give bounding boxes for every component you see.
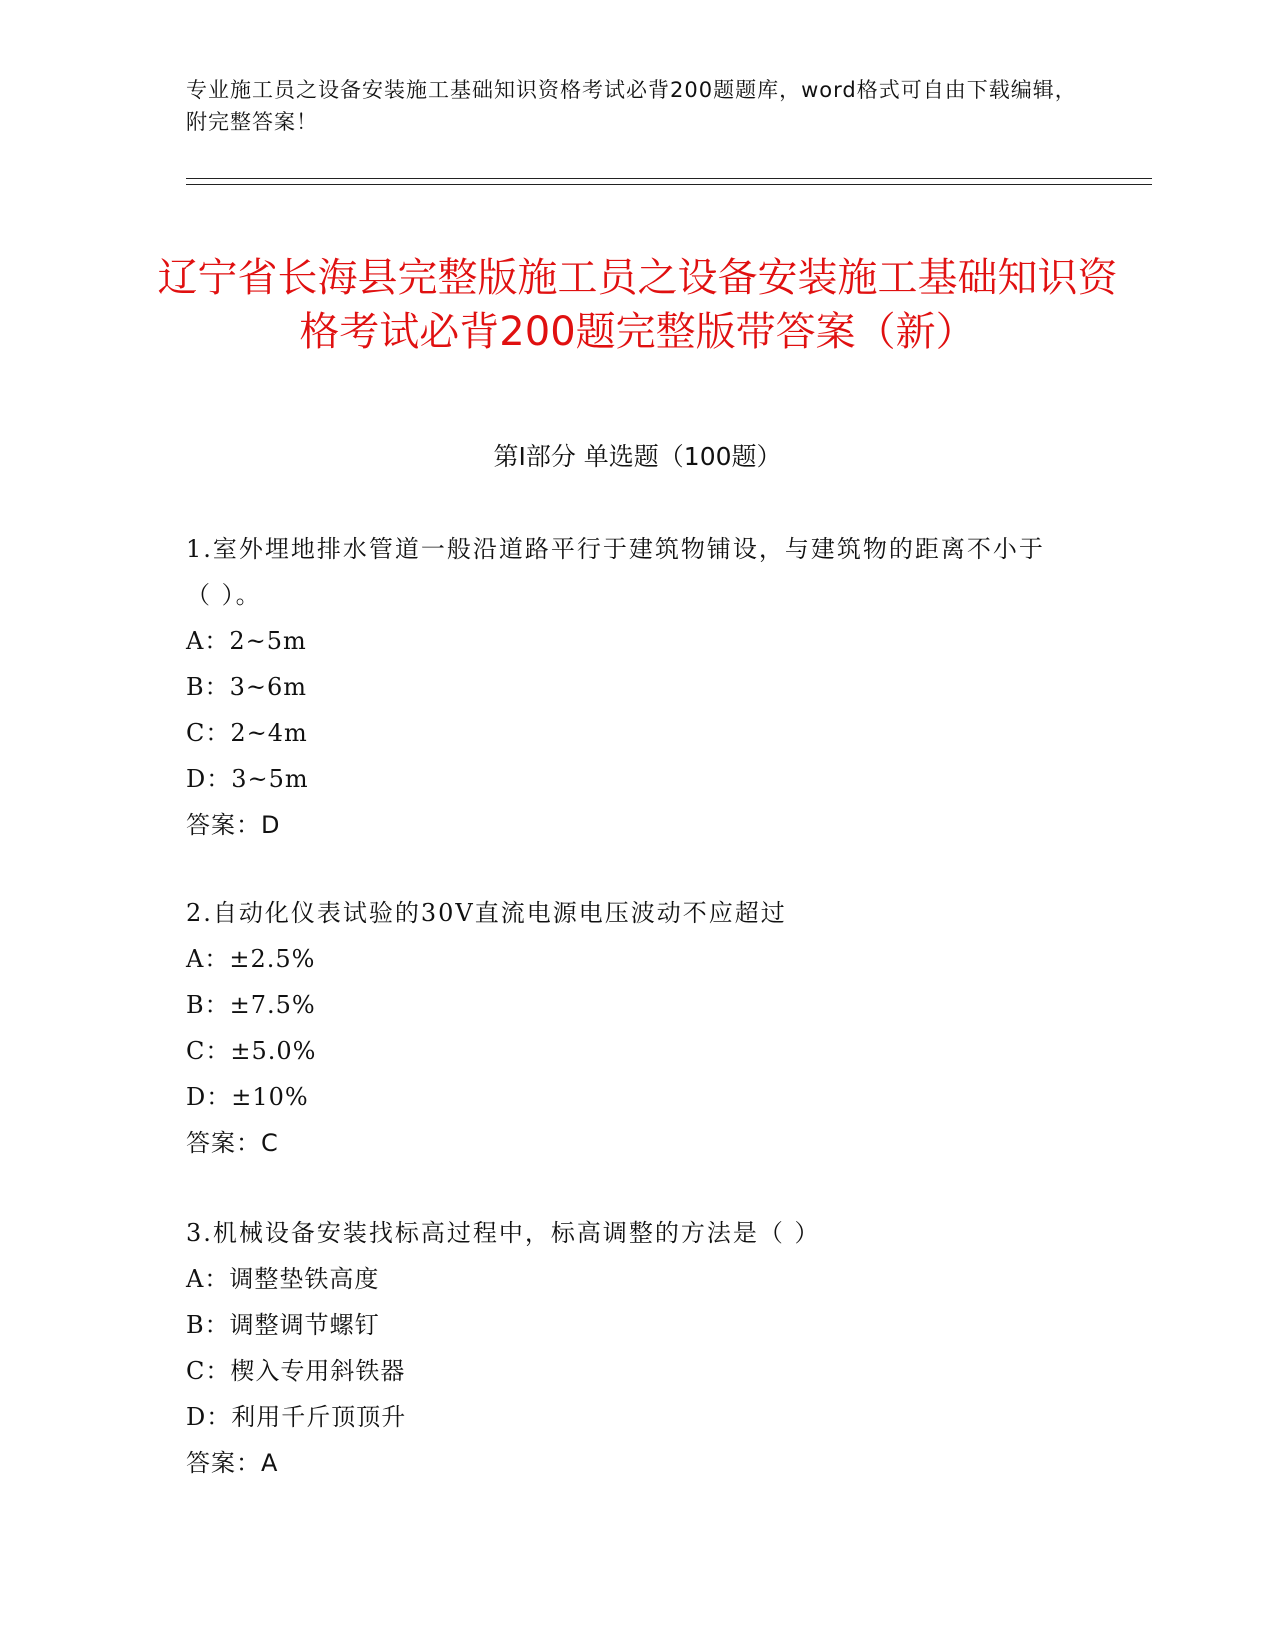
answer-line: 答案：C: [186, 1129, 279, 1157]
option-a: A：2~5m: [186, 627, 307, 655]
question-2: [186, 890, 1066, 1166]
document-title: 辽宁省长海县完整版施工员之设备安装施工基础知识资格考试必背200题完整版带答案（新）: [157, 254, 1118, 355]
header-divider-bottom: [186, 184, 1152, 185]
option-c: C：±5.0%: [186, 1037, 317, 1065]
question-stem: 1.室外埋地排水管道一般沿道路平行于建筑物铺设，与建筑物的距离不小于（ ）。: [186, 535, 1045, 609]
option-a: A：调整垫铁高度: [186, 1265, 380, 1293]
option-a: A：±2.5%: [186, 945, 316, 973]
option-d: D：3~5m: [186, 765, 309, 793]
answer-line: 答案：A: [186, 1449, 279, 1477]
option-c: C：楔入专用斜铁器: [186, 1357, 406, 1385]
section-heading: 第Ⅰ部分 单选题（100题）: [493, 442, 782, 471]
question-stem: 2.自动化仪表试验的30V直流电源电压波动不应超过: [186, 899, 787, 927]
header-note: 专业施工员之设备安装施工基础知识资格考试必背200题题库，word格式可自由下载编辑，附完整答案！: [186, 78, 1077, 134]
question-3: [186, 1210, 1066, 1486]
question-1: [186, 526, 1066, 848]
answer-line: 答案：D: [186, 811, 281, 839]
option-d: D：±10%: [186, 1083, 309, 1111]
option-b: B：±7.5%: [186, 991, 316, 1019]
option-c: C：2~4m: [186, 719, 308, 747]
question-stem: 3.机械设备安装找标高过程中，标高调整的方法是（ ）: [186, 1219, 821, 1247]
header-divider-top: [186, 178, 1152, 179]
option-b: B：3~6m: [186, 673, 308, 701]
option-d: D：利用千斤顶顶升: [186, 1403, 407, 1431]
option-b: B：调整调节螺钉: [186, 1311, 380, 1339]
